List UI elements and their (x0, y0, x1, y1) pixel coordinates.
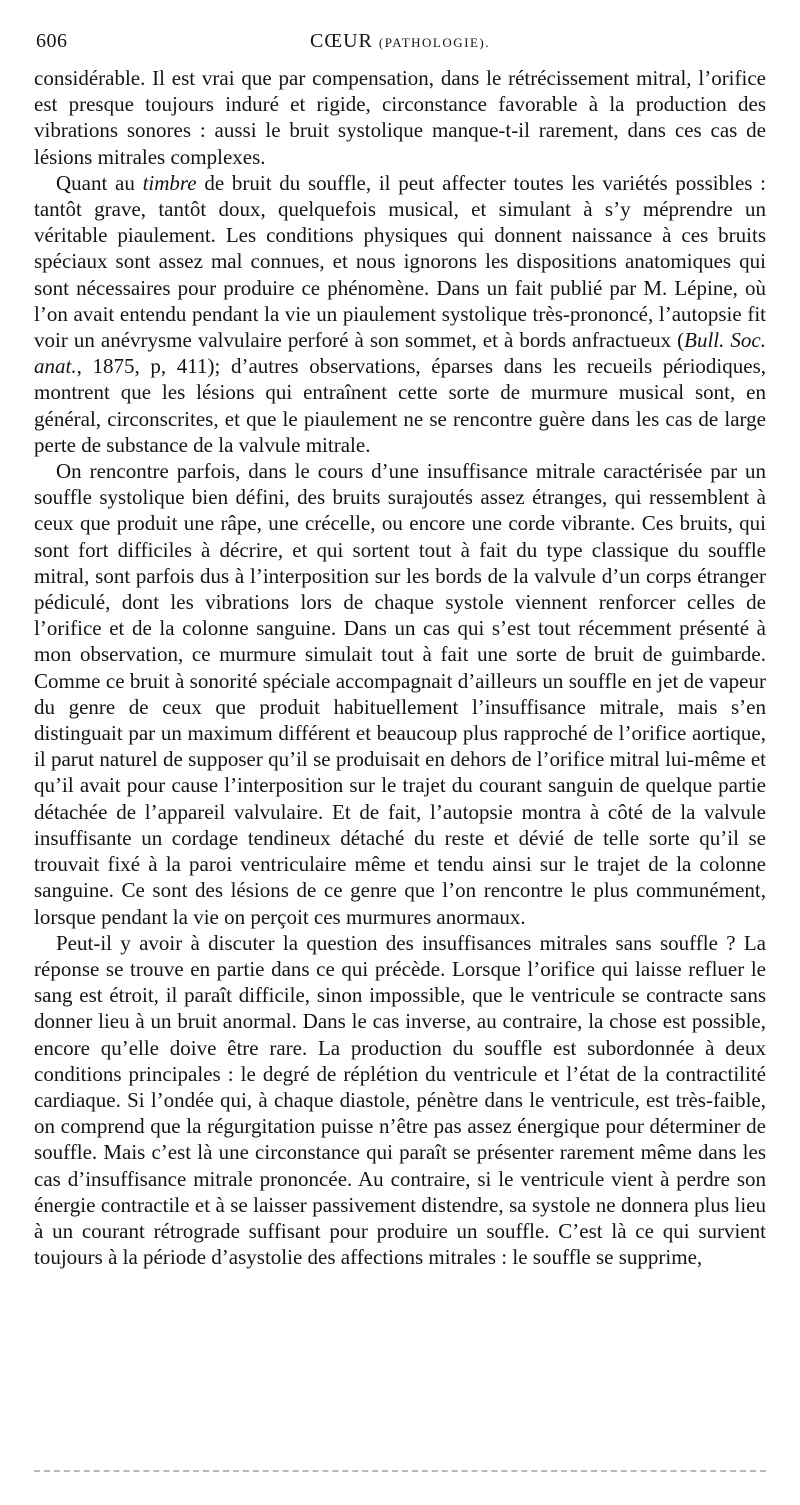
paragraph (34, 458, 766, 930)
paragraph (34, 930, 766, 1271)
page-number: 606 (36, 30, 68, 52)
paragraph (34, 170, 766, 458)
paragraph (34, 65, 766, 170)
footer-rule (34, 1470, 766, 1472)
running-head (34, 26, 766, 62)
italic-text: timbre (142, 170, 197, 195)
text-run: Quant au (56, 170, 143, 195)
running-title (34, 30, 766, 53)
italic-text: Bull. Soc. anat. (34, 328, 766, 379)
text-run: Peut-il y avoir à discuter la question des insuffisances mitrales sans souffle ? La réponse se trouve en partie dans ce qui précède. Lorsque l’orifice qui laisse refluer le sang est étroit, il paraît difficile, sinon impossible, que le ventricule se contracte sans donner lieu à un bruit anormal. Dans le cas inverse, au contraire, la chose est possible, encore qu’elle doive être rare. La production du souffle est subordonnée à deux conditions principales : le degré de réplétion du ventricule et l’état de la contractilité cardiaque. Si l’ondée qui, à chaque diastole, pénètre dans le ventricule, est très-faible, on comprend que la régurgitation puisse n’être pas assez énergique pour déterminer de souffle. Mais c’est là une circonstance qui paraît se présenter rarement même dans les cas d’insuffisance mitrale prononcée. Au contraire, si le ventricule vient à perdre son énergie contractile et à se laisser passivement distendre, sa systole ne donnera plus lieu à un courant rétrograde suffisant pour produire un souffle. C’est là ce qui survient toujours à la période d’asystolie des affections mitrales : le souffle se supprime, (34, 930, 766, 1270)
text-run: On rencontre parfois, dans le cours d’une insuffisance mitrale caractérisée par un souffle systolique bien défini, des bruits surajoutés assez étranges, qui ressemblent à ceux que produit une râpe, une crécelle, ou encore une corde vibrante. Ces bruits, qui sont fort difficiles à décrire, et qui sortent tout à fait du type classique du souffle mitral, sont parfois dus à l’interposition sur les bords de la valvule d’un corps étranger pédiculé, dont les vibrations lors de chaque systole viennent renforcer celles de l’orifice et de la colonne sanguine. Dans un cas qui s’est tout récemment présenté à mon observation, ce murmure simulait tout à fait une sorte de bruit de guimbarde. Comme ce bruit à sonorité spéciale accompagnait d’ailleurs un souffle en jet de vapeur du genre de ceux que produit habituellement l’insuffisance mitrale, mais s’en distinguait par un maximum différent et beaucoup plus rapproché de l’orifice aortique, il parut naturel de supposer qu’il se produisait en dehors de l’orifice mitral lui-même et qu’il avait pour cause l’interposition sur le trajet du courant sanguin de quelque partie détachée de l’appareil valvulaire. Et de fait, l’autopsie montra à côté de la valvule insuffisante un cordage tendineux détaché du reste et dévié de telle sorte qu’il se trouvait fixé à la paroi ventriculaire même et tendu ainsi sur le trajet de la colonne sanguine. Ce sont des lésions de ce genre que l’on rencontre le plus communément, lorsque pendant la vie on perçoit ces murmures anormaux. (34, 459, 766, 929)
text-run: de bruit du souffle, il peut affecter toutes les variétés possibles : tantôt grave, tantôt doux, quelquefois musical, et simulant à s’y méprendre un véritable piaulement. Les conditions physiques qui donnent naissance à ces bruits spéciaux sont assez mal connues, et nous ignorons les dispositions anatomiques qui sont nécessaires pour produire ce phénomène. Dans un fait publié par M. Lépine, où l’on avait entendu pendant la vie un piaulement systolique très-prononcé, l’autopsie fit voir un anévrysme valvulaire perforé à son sommet, et à bords anfractueux ( (34, 170, 766, 353)
text-run: , 1875, p, 411); d’autres observations, éparses dans les recueils périodiques, montrent que les lésions qui entraînent cette sorte de murmure musical sont, en général, circonscrites, et que le piaulement ne se rencontre guère dans les cas de large perte de substance de la valvule mitrale. (34, 354, 766, 457)
book-page (34, 26, 766, 1270)
running-title-main: CŒUR (309, 30, 373, 52)
running-title-sub: (PATHOLOGIE). (378, 35, 490, 50)
body-text (34, 65, 766, 1270)
text-run: considérable. Il est vrai que par compensation, dans le rétrécissement mitral, l’orifice est presque toujours induré et rigide, circonstance favorable à la production des vibrations sonores : aussi le bruit systolique manque-t-il rarement, dans ces cas de lésions mitrales complexes. (34, 66, 766, 169)
